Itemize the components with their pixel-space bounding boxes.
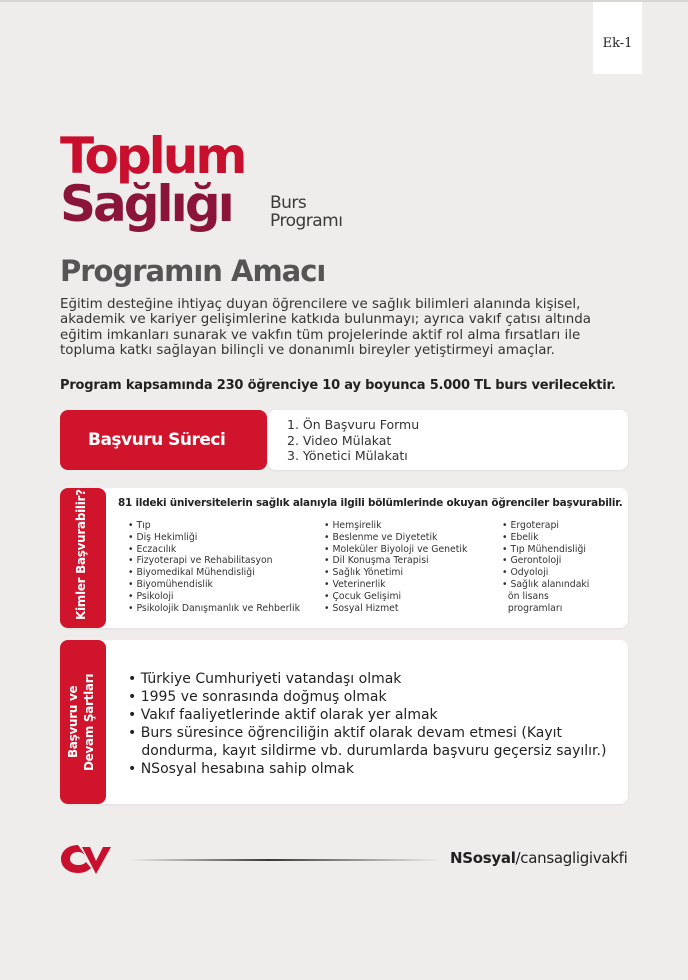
subtitle-line-2: Programı xyxy=(270,211,343,231)
condition-item: • Vakıf faaliyetlerinde aktif olarak yer almak xyxy=(128,707,438,723)
application-process-label: Başvuru Süreci xyxy=(88,430,226,450)
annex-tag: Ek-1 xyxy=(593,2,642,74)
department-item: • Ebelik xyxy=(502,531,539,543)
department-item: • Sağlık Yönetimi xyxy=(324,567,404,579)
department-item: • Sosyal Hizmet xyxy=(324,602,399,614)
departments-column-3 xyxy=(502,520,589,614)
department-item: • Dil Konuşma Terapisi xyxy=(324,555,429,567)
department-item: • Gerontoloji xyxy=(502,555,562,567)
application-step: 1. Ön Başvuru Formu xyxy=(287,417,420,432)
eligibility-label: Kimler Başvurabilir? xyxy=(74,489,88,620)
department-item: • Sağlık alanındaki xyxy=(502,578,590,590)
application-step: 2. Video Mülakat xyxy=(287,432,392,448)
title-line-1: Toplum xyxy=(60,127,245,185)
department-item: • Moleküler Biyoloji ve Genetik xyxy=(324,543,468,555)
page-title xyxy=(60,127,245,233)
departments-column-2 xyxy=(324,520,467,614)
condition-item: • NSosyal hesabına sahip olmak xyxy=(128,761,354,777)
department-item: programları xyxy=(502,602,563,614)
page-subtitle xyxy=(270,194,342,230)
footer-divider xyxy=(130,859,440,861)
department-item: • Eczacılık xyxy=(128,543,177,555)
condition-item: • 1995 ve sonrasında doğmuş olmak xyxy=(128,689,387,705)
department-item: • Tıp xyxy=(128,520,151,531)
purpose-paragraph: Eğitim desteğine ihtiyaç duyan öğrencilere ve sağlık bilimleri alanında kişisel, akademik ve kariyer gelişimlerine katkıda bulunmayı; ayrıca vakıf çatısı altında eğitim imkanları sunarak ve vakfın tüm projelerinde aktif rol alma fırsatları ile topluma katkı sağlayan bilinçli ve donanımlı bireyler yetiştirmeyi amaçlar. xyxy=(60,297,591,359)
conditions-label-line-1: Başvuru ve xyxy=(66,685,80,759)
department-item: • Hemşirelik xyxy=(324,520,382,531)
department-item: • Ergoterapi xyxy=(502,520,559,531)
condition-item: dondurma, kayıt sildirme vb. durumlarda başvuru geçersiz sayılır.) xyxy=(128,743,607,759)
department-item: • Psikolojik Danışmanlık ve Rehberlik xyxy=(128,602,300,614)
subtitle-line-1: Burs xyxy=(270,193,307,213)
top-border xyxy=(0,0,688,2)
department-item: • Tıp Mühendisliği xyxy=(502,543,586,555)
condition-item: • Burs süresince öğrenciliğin aktif olarak devam etmesi (Kayıt xyxy=(128,725,563,741)
conditions-list xyxy=(128,670,606,778)
department-item: • Beslenme ve Diyetetik xyxy=(324,531,438,543)
department-item: • Çocuk Gelişimi xyxy=(324,590,402,602)
footer-brand: NSosyal xyxy=(450,849,516,867)
footer-handle: /cansagligivakfi xyxy=(515,849,628,867)
application-steps-list xyxy=(287,417,419,464)
department-item: • Psikoloji xyxy=(128,590,174,602)
title-line-2: Sağlığı xyxy=(60,175,232,233)
department-item: • Veterinerlik xyxy=(324,578,386,590)
department-item: • Diş Hekimliği xyxy=(128,531,198,543)
eligibility-heading: 81 ildeki üniversitelerin sağlık alanıyla ilgili bölümlerinde okuyan öğrenciler başvurabilir. xyxy=(118,497,623,509)
section-heading: Programın Amacı xyxy=(60,254,326,288)
can-sagligi-vakfi-logo-icon xyxy=(60,842,112,880)
application-step: 3. Yönetici Mülakatı xyxy=(287,448,408,463)
department-item: • Biyomühendislik xyxy=(128,578,213,590)
department-item: • Biyomedikal Mühendisliği xyxy=(128,567,255,579)
footer-social xyxy=(450,849,628,867)
condition-item: • Türkiye Cumhuriyeti vatandaşı olmak xyxy=(128,671,402,687)
conditions-label-line-2: Devam Şartları xyxy=(82,673,96,771)
departments-column-1 xyxy=(128,520,300,614)
scholarship-highlight: Program kapsamında 230 öğrenciye 10 ay boyunca 5.000 TL burs verilecektir. xyxy=(60,378,616,393)
department-item: • Odyoloji xyxy=(502,567,549,579)
department-item: ön lisans xyxy=(502,590,549,602)
department-item: • Fizyoterapi ve Rehabilitasyon xyxy=(128,555,273,567)
